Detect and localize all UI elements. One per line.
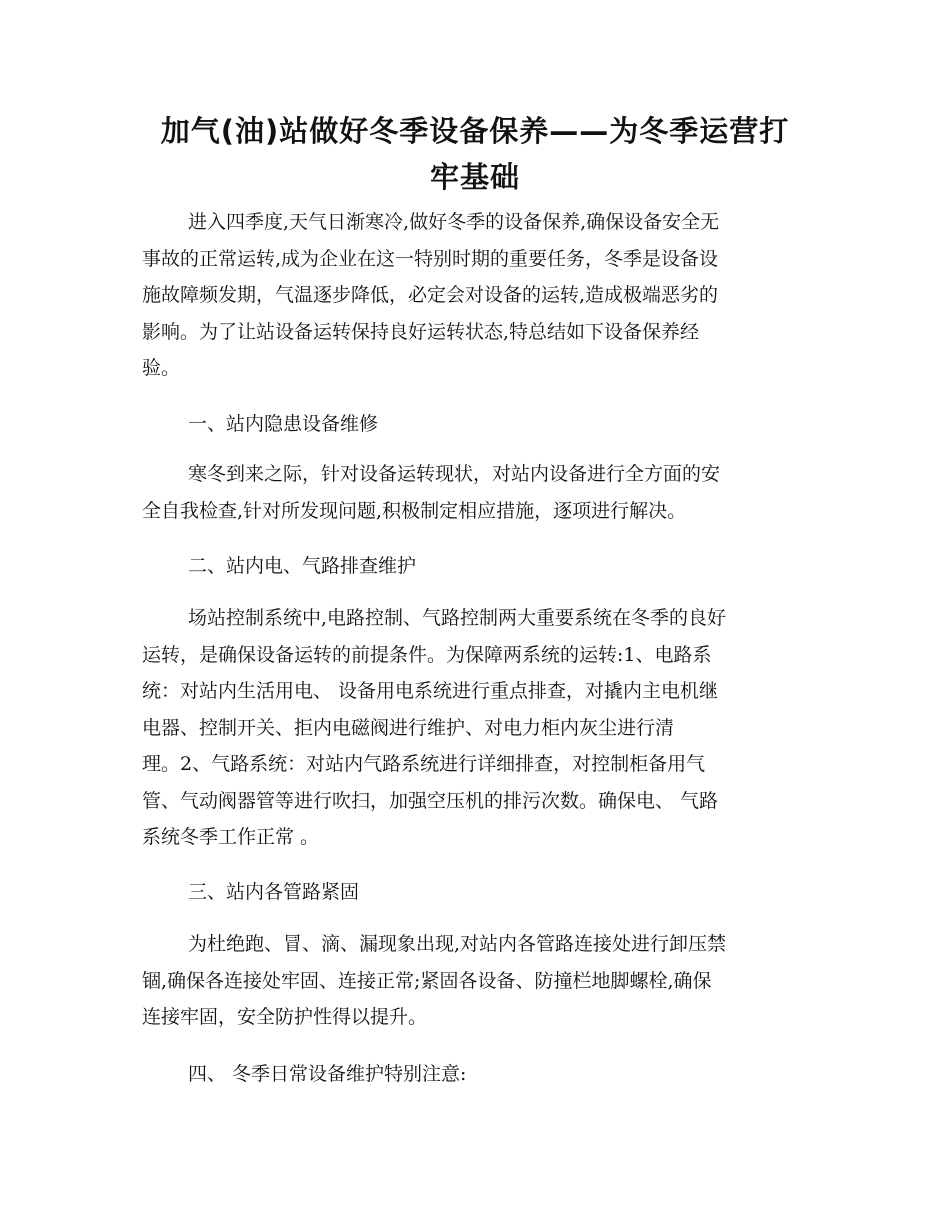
- document-title: [140, 108, 810, 200]
- paragraph-line: 管、气动阀器管等进行吹扫，加强空压机的排污次数。确保电、 气路: [142, 789, 719, 812]
- paragraph-line: 统：对站内生活用电、 设备用电系统进行重点排查，对撬内主电机继: [142, 680, 719, 702]
- section-paragraph: [142, 926, 806, 1036]
- paragraph-line: 锢,确保各连接处牢固、连接正常;紧固各设备、防撞栏地脚螺栓,确保: [142, 969, 712, 992]
- paragraph-line: 理。2、气路系统：对站内气路系统进行详细排查，对控制柜备用气: [142, 753, 706, 775]
- section-heading: 四、 冬季日常设备维护特别注意:: [188, 1063, 467, 1085]
- paragraph-line: 场站控制系统中,电路控制、气路控制两大重要系统在冬季的良好: [188, 607, 727, 629]
- paragraph-line: 影响。为了让站设备运转保持良好运转状态,特总结如下设备保养经: [142, 320, 700, 343]
- title-line: 加气(油)站做好冬季设备保养——为冬季运营打: [160, 114, 790, 148]
- paragraph-line: 事故的正常运转,成为企业在这一特别时期的重要任务，冬季是设备设: [142, 247, 719, 270]
- paragraph-line: 进入四季度,天气日渐寒冷,做好冬季的设备保养,确保设备安全无: [188, 211, 720, 233]
- paragraph-line: 电器、控制开关、拒内电磁阀进行维护、对电力柜内灰尘进行清: [142, 716, 675, 739]
- paragraph-line: 系统冬季工作正常 。: [142, 826, 320, 848]
- paragraph-line: 验。: [142, 357, 181, 379]
- paragraph-line: 全自我检查,针对所发现问题,积极制定相应措施，逐项进行解决。: [142, 499, 687, 522]
- section-heading: 一、站内隐患设备维修: [188, 413, 379, 435]
- section-paragraph: [142, 600, 806, 856]
- paragraph-line: 寒冬到来之际，针对设备运转现状，对站内设备进行全方面的安: [188, 463, 721, 485]
- paragraph-line: 施故障频发期，气温逐步降低，必定会对设备的运转,造成极端恶劣的: [142, 284, 719, 306]
- section-paragraph: [142, 456, 806, 529]
- title-line: 牢基础: [429, 160, 520, 194]
- paragraph-line: 运转，是确保设备运转的前提条件。为保障两系统的运转:1、电路系: [142, 643, 712, 666]
- paragraph-line: 为杜绝跑、冒、滴、漏现象出现,对站内各管路连接处进行卸压禁: [188, 933, 727, 955]
- section-heading: 三、站内各管路紧固: [188, 881, 360, 903]
- section-heading: 二、站内电、气路排查维护: [188, 555, 417, 577]
- paragraph-line: 连接牢固，安全防护性得以提升。: [142, 1006, 428, 1028]
- intro-paragraph: [142, 204, 806, 387]
